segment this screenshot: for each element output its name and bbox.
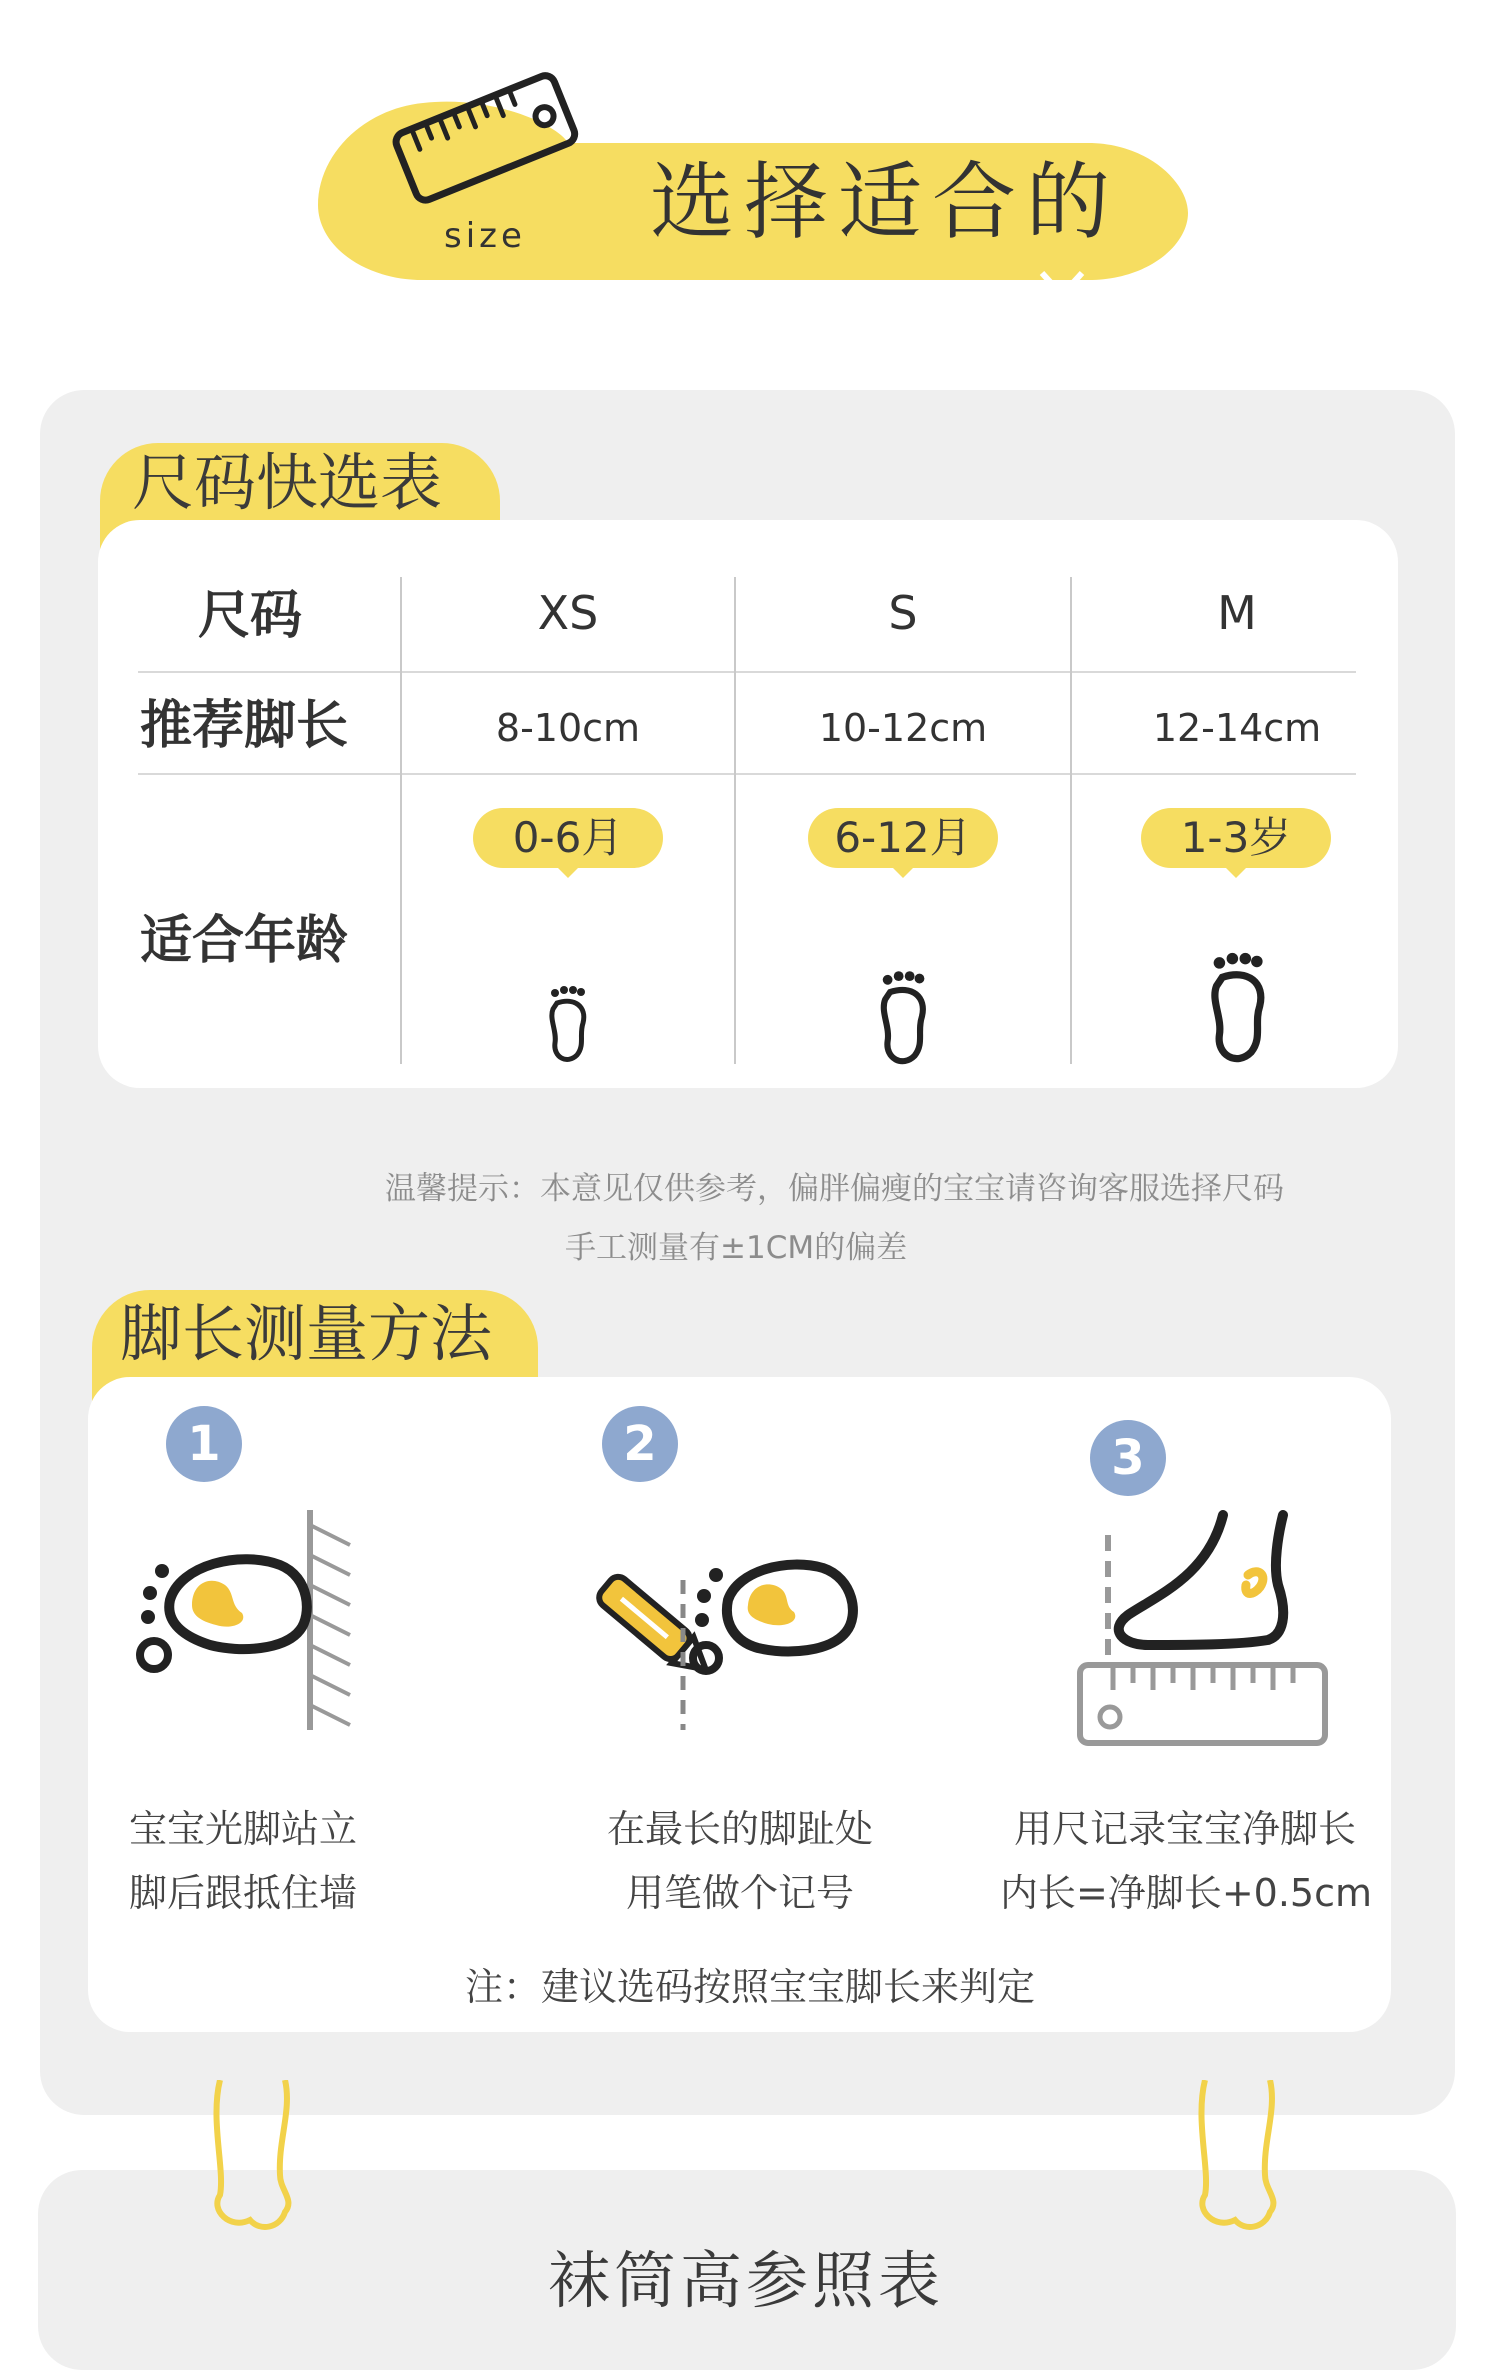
row-header-size: 尺码	[198, 586, 303, 646]
step-2-text-line2: 用笔做个记号	[625, 1871, 854, 1915]
table-divider	[1070, 577, 1072, 1064]
hanging-sock-icon	[200, 2080, 310, 2240]
step-3-badge: 3	[1090, 1420, 1166, 1496]
baby-foot-icon	[545, 985, 595, 1065]
ruler-icon	[390, 62, 580, 212]
table-divider	[400, 577, 402, 1064]
baby-foot-icon	[875, 970, 937, 1068]
selection-footnote: 注：建议选码按照宝宝脚长来判定	[464, 1965, 1035, 2009]
step-2-text-line1: 在最长的脚趾处	[606, 1807, 873, 1851]
tip-note: 温馨提示：本意见仅供参考，偏胖偏瘦的宝宝请咨询客服选择尺码	[385, 1171, 1284, 1207]
pencil-mark-icon	[578, 1540, 868, 1730]
foot-length-s: 10-12cm	[818, 706, 988, 750]
size-m: M	[1217, 586, 1257, 640]
foot-ruler-icon	[1068, 1505, 1338, 1755]
age-badge-s: 6-12月	[808, 808, 998, 868]
size-s: S	[888, 586, 918, 640]
step-3-text-line1: 用尺记录宝宝净脚长	[1013, 1807, 1356, 1851]
step-1-text-line1: 宝宝光脚站立	[128, 1807, 357, 1851]
table-divider	[138, 773, 1356, 775]
hanging-sock-icon	[1185, 2080, 1295, 2240]
foot-against-wall-icon	[130, 1505, 360, 1735]
measure-method-title: 脚长测量方法	[120, 1297, 493, 1370]
row-header-age: 适合年龄	[140, 911, 349, 971]
row-header-foot-length: 推荐脚长	[140, 696, 349, 756]
step-3-text-line2: 内长=净脚长+0.5cm	[1000, 1871, 1373, 1915]
age-badge-m: 1-3岁	[1141, 808, 1331, 868]
foot-length-m: 12-14cm	[1152, 706, 1322, 750]
step-2-badge: 2	[602, 1406, 678, 1482]
baby-foot-icon	[1205, 950, 1277, 1068]
table-divider	[734, 577, 736, 1064]
age-badge-xs: 0-6月	[473, 808, 663, 868]
size-table-title: 尺码快选表	[132, 446, 443, 519]
foot-length-xs: 8-10cm	[495, 706, 641, 750]
size-label: size	[444, 216, 526, 256]
step-1-text-line2: 脚后跟抵住墙	[128, 1871, 357, 1915]
step-1-badge: 1	[166, 1406, 242, 1482]
tolerance-note: 手工测量有±1CM的偏差	[565, 1230, 908, 1266]
table-divider	[138, 671, 1356, 673]
sock-height-title: 袜筒高参照表	[548, 2244, 945, 2317]
header-title: 选择适合的	[650, 153, 1121, 251]
size-xs: XS	[537, 586, 599, 640]
